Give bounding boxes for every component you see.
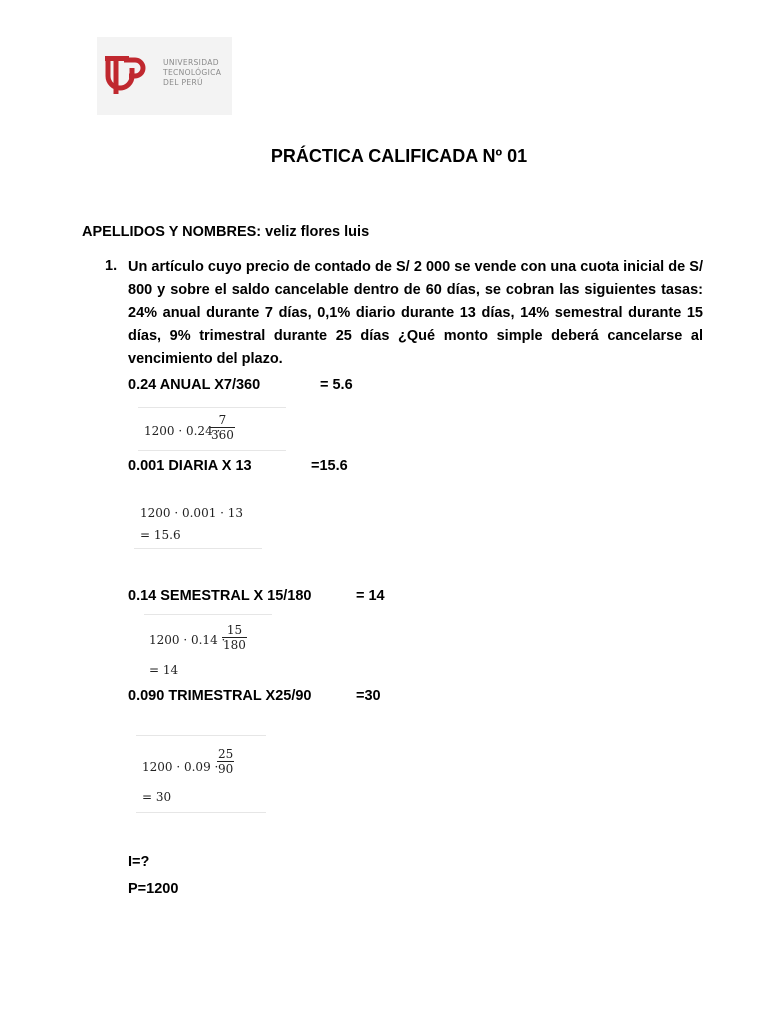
fraction-denominator: 180 — [223, 638, 246, 652]
math-expression: 1200 · 0.001 · 13 — [140, 506, 244, 520]
calc-line — [128, 688, 381, 704]
calc-line — [128, 377, 353, 393]
calc-label: 0.14 SEMESTRAL X 15/180 — [128, 588, 312, 604]
math-snippet — [138, 407, 286, 451]
math-snippet — [134, 500, 262, 549]
student-label: APELLIDOS Y NOMBRES: — [82, 224, 262, 240]
calc-result: = 5.6 — [320, 377, 353, 393]
logo-wordmark — [163, 58, 229, 88]
student-name-line — [82, 224, 369, 240]
utp-logo-icon — [105, 54, 147, 98]
calc-label: 0.001 DIARIA X 13 — [128, 458, 252, 474]
math-result: = 14 — [149, 663, 179, 677]
fraction-numerator: 7 — [218, 413, 227, 427]
interest-unknown: I=? — [128, 854, 150, 870]
logo-line: DEL PERÚ — [163, 78, 203, 87]
calc-label: 0.090 TRIMESTRAL X25/90 — [128, 688, 312, 704]
math-snippet — [144, 614, 272, 685]
math-fraction — [222, 623, 247, 652]
calc-result: =15.6 — [311, 458, 348, 474]
math-fraction — [210, 413, 235, 442]
math-expression: 1200 · 0.09 · — [142, 760, 219, 774]
math-fraction — [217, 747, 234, 776]
fraction-numerator: 15 — [226, 623, 243, 637]
fraction-denominator: 360 — [211, 428, 234, 442]
student-name: veliz flores luis — [265, 224, 370, 240]
calc-result: = 14 — [356, 588, 385, 604]
math-result: = 15.6 — [140, 528, 181, 542]
document-title: PRÁCTICA CALIFICADA Nº 01 — [270, 146, 528, 166]
calc-line — [128, 458, 348, 474]
math-result: = 30 — [142, 790, 172, 804]
calc-result: =30 — [356, 688, 381, 704]
principal-value: P=1200 — [128, 881, 179, 897]
university-logo — [97, 37, 232, 115]
math-expression: 1200 · 0.14 · — [149, 633, 226, 647]
logo-line: TECNOLÓGICA — [163, 68, 222, 77]
question-text: Un artículo cuyo precio de contado de S/ 2 000 se vende con una cuota inicial de S/ 800 y sobre el saldo cancelable dentro de 60 días, se cobran las siguientes tasas: 24% anual durante 7 días, 0,1% diario durante 13 días, 14% semestral durante 15 días, 9% trimestral durante 25 días ¿Qué monto simple deberá cancelarse al vencimiento del plazo. — [128, 259, 703, 367]
math-expression: 1200 · 0.24 · — [144, 424, 221, 438]
logo-line: UNIVERSIDAD — [163, 58, 219, 67]
question-number: 1. — [105, 258, 118, 274]
math-snippet — [136, 735, 266, 813]
fraction-denominator: 90 — [218, 762, 234, 776]
calc-label: 0.24 ANUAL X7/360 — [128, 377, 261, 393]
fraction-numerator: 25 — [218, 747, 234, 761]
calc-line — [128, 588, 385, 604]
